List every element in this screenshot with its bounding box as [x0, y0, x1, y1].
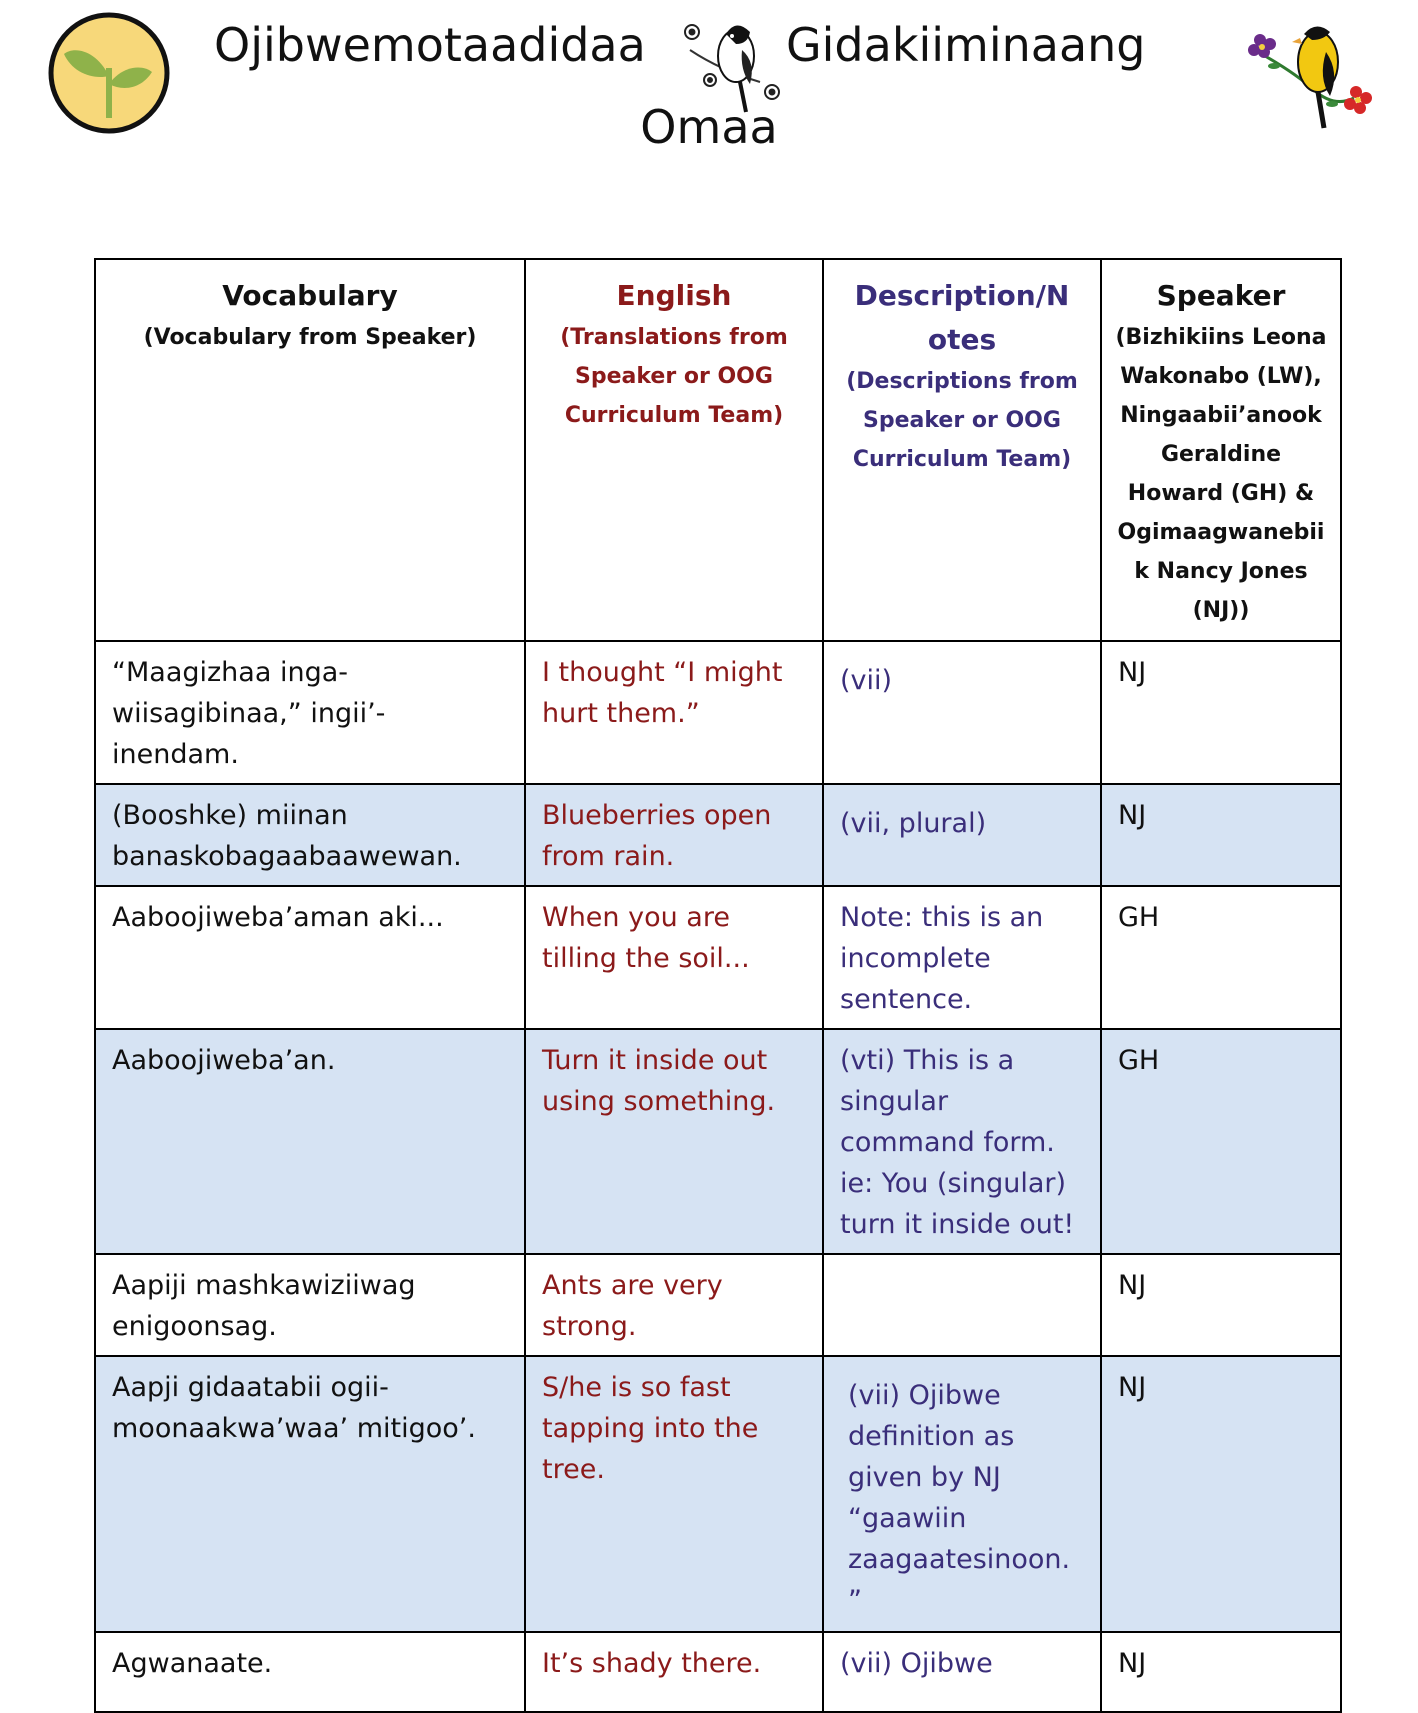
column-title: English [616, 279, 732, 312]
column-subtitle: (Bizhikiins Leona Wakonabo (LW), Ningaabii’anook Geraldine Howard (GH) & Ogimaagwanebiik Nancy Jones (NJ)) [1115, 325, 1327, 623]
title-word-2: Gidakiiminaang [786, 18, 1146, 72]
column-header-speaker [1101, 259, 1341, 641]
table-row [95, 641, 1341, 784]
notes-cell: (vii) [823, 641, 1101, 784]
vocabulary-table [94, 258, 1342, 1713]
title-word-1: Ojibwemotaadidaa [214, 18, 646, 72]
column-title: Description/Notes [854, 279, 1070, 356]
column-header-english [525, 259, 823, 641]
column-subtitle: (Descriptions from Speaker or OOG Curriculum Team) [846, 369, 1078, 472]
column-header-description [823, 259, 1101, 641]
column-title: Vocabulary [222, 279, 398, 312]
vocab-cell: Aapji gidaatabii ogii-moonaakwa’waa’ mitigoo’. [95, 1356, 525, 1632]
vocab-cell: “Maagizhaa inga-wiisagibinaa,” ingii’-inendam. [95, 641, 525, 784]
english-cell: Blueberries open from rain. [525, 784, 823, 886]
column-title: Speaker [1156, 279, 1286, 312]
english-cell: When you are tilling the soil... [525, 886, 823, 1029]
table-row [95, 1254, 1341, 1356]
vocab-cell: Aapiji mashkawiziiwag enigoonsag. [95, 1254, 525, 1356]
column-header-vocabulary [95, 259, 525, 641]
notes-cell: (vii) Ojibwe definition as given by NJ “gaawiin zaagaatesinoon. ” [823, 1356, 1101, 1632]
notes-cell [823, 1254, 1101, 1356]
speaker-cell: NJ [1101, 641, 1341, 784]
column-subtitle: (Vocabulary from Speaker) [143, 325, 477, 350]
notes-cell: (vii, plural) [823, 784, 1101, 886]
notes-cell: Note: this is an incomplete sentence. [823, 886, 1101, 1029]
speaker-cell: NJ [1101, 1356, 1341, 1632]
speaker-cell: NJ [1101, 1632, 1341, 1712]
english-cell: Turn it inside out using something. [525, 1029, 823, 1254]
page-subtitle: Omaa [640, 100, 778, 154]
vocab-cell: Aaboojiweba’aman aki... [95, 886, 525, 1029]
speaker-cell: NJ [1101, 1254, 1341, 1356]
chickadee-icon [680, 10, 792, 114]
english-cell: I thought “I might hurt them.” [525, 641, 823, 784]
notes-cell: (vii) Ojibwe [823, 1632, 1101, 1712]
vocab-cell: Agwanaate. [95, 1632, 525, 1712]
vocab-cell: (Booshke) miinan banaskobagaabaawewan. [95, 784, 525, 886]
speaker-cell: GH [1101, 1029, 1341, 1254]
column-subtitle: (Translations from Speaker or OOG Curriculum Team) [560, 325, 788, 428]
table-row [95, 886, 1341, 1029]
notes-cell: (vti) This is a singular command form. ie: You (singular) turn it inside out! [823, 1029, 1101, 1254]
vocab-cell: Aaboojiweba’an. [95, 1029, 525, 1254]
english-cell: S/he is so fast tapping into the tree. [525, 1356, 823, 1632]
goldfinch-icon [1244, 12, 1378, 134]
speaker-cell: NJ [1101, 784, 1341, 886]
speaker-cell: GH [1101, 886, 1341, 1029]
table-row [95, 1029, 1341, 1254]
table-row [95, 784, 1341, 886]
english-cell: Ants are very strong. [525, 1254, 823, 1356]
table-header-row [95, 259, 1341, 641]
english-cell: It’s shady there. [525, 1632, 823, 1712]
table-row [95, 1356, 1341, 1632]
table-row [95, 1632, 1341, 1712]
